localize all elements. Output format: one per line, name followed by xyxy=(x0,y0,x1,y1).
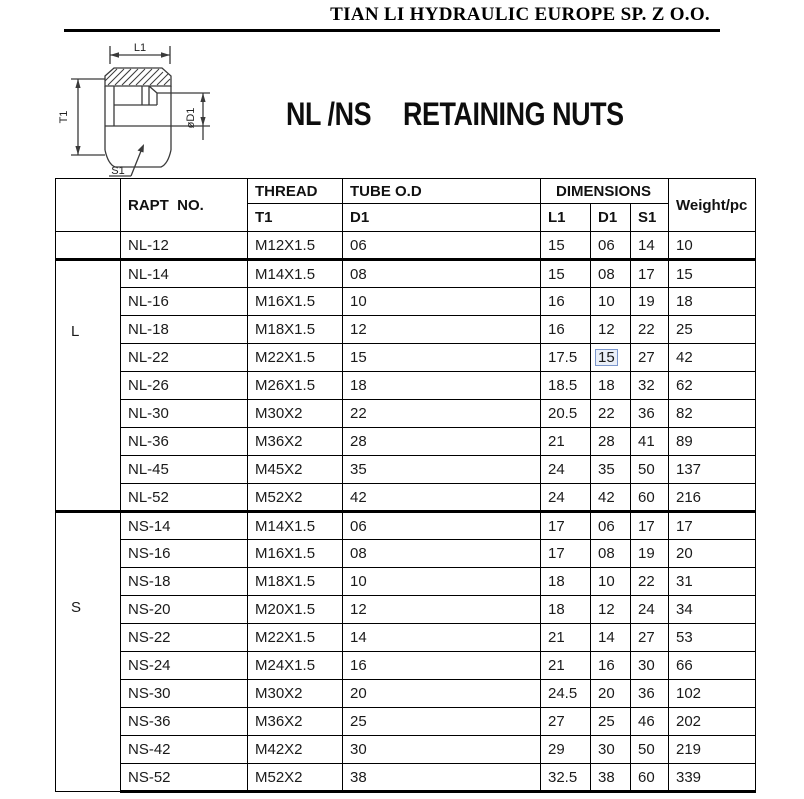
table-row xyxy=(56,400,756,428)
cell-weight: 66 xyxy=(669,652,756,680)
cell-d1: 22 xyxy=(591,400,631,428)
cell-tube: 10 xyxy=(343,288,541,316)
cell-rapt: NS-14 xyxy=(121,512,248,540)
cell-thread: M14X1.5 xyxy=(248,512,343,540)
cell-d1: 12 xyxy=(591,316,631,344)
cell-tube: 06 xyxy=(343,232,541,260)
cell-thread: M36X2 xyxy=(248,428,343,456)
cell-l1: 17 xyxy=(541,540,591,568)
cell-weight: 339 xyxy=(669,764,756,792)
cell-l1: 18.5 xyxy=(541,372,591,400)
cell-s1: 17 xyxy=(631,260,669,288)
cell-l1: 27 xyxy=(541,708,591,736)
group-cell-empty xyxy=(56,232,121,260)
cell-l1: 18 xyxy=(541,568,591,596)
cell-weight: 53 xyxy=(669,624,756,652)
cell-weight: 216 xyxy=(669,484,756,512)
col-header-tube-od: TUBE O.D xyxy=(343,179,541,204)
cell-d1: 10 xyxy=(591,568,631,596)
cell-d1: 12 xyxy=(591,596,631,624)
title-series: NL /NS xyxy=(286,96,372,132)
cell-d1: 38 xyxy=(591,764,631,792)
company-name: TIAN LI HYDRAULIC EUROPE SP. Z O.O. xyxy=(64,4,720,32)
cell-rapt: NS-52 xyxy=(121,764,248,792)
cell-tube: 25 xyxy=(343,708,541,736)
cell-d1: 14 xyxy=(591,624,631,652)
cell-s1: 19 xyxy=(631,540,669,568)
cell-d1: 10 xyxy=(591,288,631,316)
cell-s1: 50 xyxy=(631,736,669,764)
cell-s1: 27 xyxy=(631,344,669,372)
cell-s1: 30 xyxy=(631,652,669,680)
cell-s1: 41 xyxy=(631,428,669,456)
cell-tube: 35 xyxy=(343,456,541,484)
table-row xyxy=(56,344,756,372)
cell-s1: 19 xyxy=(631,288,669,316)
cell-rapt: NL-18 xyxy=(121,316,248,344)
table-row xyxy=(56,428,756,456)
cell-l1: 16 xyxy=(541,288,591,316)
cell-rapt: NL-52 xyxy=(121,484,248,512)
cell-s1: 17 xyxy=(631,512,669,540)
spec-table xyxy=(55,178,756,793)
cell-rapt: NS-18 xyxy=(121,568,248,596)
cell-weight: 34 xyxy=(669,596,756,624)
cell-thread: M18X1.5 xyxy=(248,568,343,596)
cell-d1: 20 xyxy=(591,680,631,708)
cell-tube: 28 xyxy=(343,428,541,456)
cell-thread: M14X1.5 xyxy=(248,260,343,288)
cell-thread: M26X1.5 xyxy=(248,372,343,400)
cell-rapt: NL-12 xyxy=(121,232,248,260)
cell-tube: 15 xyxy=(343,344,541,372)
cell-weight: 202 xyxy=(669,708,756,736)
cell-s1: 24 xyxy=(631,596,669,624)
col-header-rapt-no: RAPT NO. xyxy=(121,179,248,232)
cell-l1: 17.5 xyxy=(541,344,591,372)
cell-weight: 10 xyxy=(669,232,756,260)
cell-tube: 06 xyxy=(343,512,541,540)
cell-l1: 24.5 xyxy=(541,680,591,708)
cell-d1: 08 xyxy=(591,260,631,288)
cell-rapt: NL-30 xyxy=(121,400,248,428)
cell-weight: 102 xyxy=(669,680,756,708)
table-row xyxy=(56,652,756,680)
table-row xyxy=(56,372,756,400)
cell-l1: 21 xyxy=(541,428,591,456)
cell-l1: 15 xyxy=(541,232,591,260)
cell-d1: 06 xyxy=(591,232,631,260)
cell-l1: 15 xyxy=(541,260,591,288)
table-row xyxy=(56,596,756,624)
table-row xyxy=(56,736,756,764)
cell-l1: 29 xyxy=(541,736,591,764)
cell-s1: 22 xyxy=(631,568,669,596)
cell-rapt: NS-30 xyxy=(121,680,248,708)
cell-weight: 137 xyxy=(669,456,756,484)
sub-header-l1: L1 xyxy=(541,204,591,232)
table-row xyxy=(56,624,756,652)
cell-l1: 18 xyxy=(541,596,591,624)
cell-tube: 08 xyxy=(343,540,541,568)
cell-weight: 89 xyxy=(669,428,756,456)
cell-rapt: NL-26 xyxy=(121,372,248,400)
cell-tube: 30 xyxy=(343,736,541,764)
cell-thread: M18X1.5 xyxy=(248,316,343,344)
cell-thread: M52X2 xyxy=(248,764,343,792)
cell-s1: 27 xyxy=(631,624,669,652)
col-header-weight: Weight/pc xyxy=(669,179,756,232)
table-row xyxy=(56,484,756,512)
cell-d1: 28 xyxy=(591,428,631,456)
cell-s1: 36 xyxy=(631,400,669,428)
nut-technical-drawing xyxy=(58,30,273,180)
cell-weight: 42 xyxy=(669,344,756,372)
cell-rapt: NS-24 xyxy=(121,652,248,680)
cell-tube: 14 xyxy=(343,624,541,652)
dim-label-t1: T1 xyxy=(58,110,70,124)
cell-thread: M22X1.5 xyxy=(248,344,343,372)
title-name: RETAINING NUTS xyxy=(403,96,624,132)
cell-d1: 42 xyxy=(591,484,631,512)
cell-l1: 16 xyxy=(541,316,591,344)
cell-d1: 08 xyxy=(591,540,631,568)
cell-rapt: NL-14 xyxy=(121,260,248,288)
cell-weight: 219 xyxy=(669,736,756,764)
cell-thread: M12X1.5 xyxy=(248,232,343,260)
table-row xyxy=(56,232,756,260)
cell-tube: 38 xyxy=(343,764,541,792)
cell-weight: 20 xyxy=(669,540,756,568)
cell-tube: 42 xyxy=(343,484,541,512)
table-row xyxy=(56,764,756,792)
table-row xyxy=(56,316,756,344)
cell-l1: 17 xyxy=(541,512,591,540)
cell-weight: 18 xyxy=(669,288,756,316)
cell-thread: M52X2 xyxy=(248,484,343,512)
cell-tube: 18 xyxy=(343,372,541,400)
cell-l1: 24 xyxy=(541,456,591,484)
cell-thread: M24X1.5 xyxy=(248,652,343,680)
sub-header-t1: T1 xyxy=(248,204,343,232)
table-row xyxy=(56,708,756,736)
cell-d1: 30 xyxy=(591,736,631,764)
cell-d1: 18 xyxy=(591,372,631,400)
cell-s1: 46 xyxy=(631,708,669,736)
table-row xyxy=(56,680,756,708)
dim-label-d1: øD1 xyxy=(185,107,197,129)
cell-weight: 62 xyxy=(669,372,756,400)
page-title xyxy=(286,96,624,133)
sub-header-s1: S1 xyxy=(631,204,669,232)
cell-s1: 32 xyxy=(631,372,669,400)
cell-weight: 25 xyxy=(669,316,756,344)
col-header-dimensions: DIMENSIONS xyxy=(541,179,669,204)
cell-thread: M30X2 xyxy=(248,400,343,428)
cell-l1: 24 xyxy=(541,484,591,512)
cell-weight: 15 xyxy=(669,260,756,288)
cell-rapt: NL-22 xyxy=(121,344,248,372)
cell-rapt: NS-42 xyxy=(121,736,248,764)
table-row xyxy=(56,568,756,596)
cell-d1: 16 xyxy=(591,652,631,680)
highlighted-value: 15 xyxy=(595,349,618,366)
cell-thread: M16X1.5 xyxy=(248,288,343,316)
dim-label-l1: L1 xyxy=(133,42,147,54)
cell-thread: M20X1.5 xyxy=(248,596,343,624)
cell-tube: 20 xyxy=(343,680,541,708)
table-row xyxy=(56,512,756,540)
cell-d1: 35 xyxy=(591,456,631,484)
cell-s1: 60 xyxy=(631,484,669,512)
cell-thread: M22X1.5 xyxy=(248,624,343,652)
col-header-thread: THREAD xyxy=(248,179,343,204)
group-label-l: L xyxy=(56,260,121,512)
cell-l1: 20.5 xyxy=(541,400,591,428)
sub-header-d1: D1 xyxy=(591,204,631,232)
cell-d1 xyxy=(591,344,631,372)
cell-rapt: NS-22 xyxy=(121,624,248,652)
cell-l1: 21 xyxy=(541,624,591,652)
cell-tube: 12 xyxy=(343,596,541,624)
cell-thread: M45X2 xyxy=(248,456,343,484)
cell-rapt: NL-16 xyxy=(121,288,248,316)
sub-header-d1-tube: D1 xyxy=(343,204,541,232)
cell-d1: 06 xyxy=(591,512,631,540)
cell-thread: M42X2 xyxy=(248,736,343,764)
cell-rapt: NL-45 xyxy=(121,456,248,484)
cell-weight: 17 xyxy=(669,512,756,540)
cell-rapt: NS-20 xyxy=(121,596,248,624)
cell-rapt: NL-36 xyxy=(121,428,248,456)
cell-thread: M36X2 xyxy=(248,708,343,736)
cell-tube: 12 xyxy=(343,316,541,344)
cell-tube: 10 xyxy=(343,568,541,596)
cell-weight: 31 xyxy=(669,568,756,596)
cell-weight: 82 xyxy=(669,400,756,428)
cell-rapt: NS-36 xyxy=(121,708,248,736)
table-row xyxy=(56,456,756,484)
cell-tube: 16 xyxy=(343,652,541,680)
table-header-row-1 xyxy=(56,179,756,204)
cell-tube: 08 xyxy=(343,260,541,288)
group-label-s: S xyxy=(56,512,121,792)
cell-tube: 22 xyxy=(343,400,541,428)
corner-cell xyxy=(56,179,121,232)
cell-l1: 21 xyxy=(541,652,591,680)
cell-l1: 32.5 xyxy=(541,764,591,792)
cell-thread: M16X1.5 xyxy=(248,540,343,568)
cell-thread: M30X2 xyxy=(248,680,343,708)
cell-s1: 14 xyxy=(631,232,669,260)
table-row xyxy=(56,260,756,288)
cell-s1: 50 xyxy=(631,456,669,484)
dim-label-s1: S1 xyxy=(111,165,125,177)
cell-s1: 22 xyxy=(631,316,669,344)
cell-rapt: NS-16 xyxy=(121,540,248,568)
table-row xyxy=(56,540,756,568)
cell-s1: 36 xyxy=(631,680,669,708)
cell-d1: 25 xyxy=(591,708,631,736)
cell-s1: 60 xyxy=(631,764,669,792)
table-row xyxy=(56,288,756,316)
